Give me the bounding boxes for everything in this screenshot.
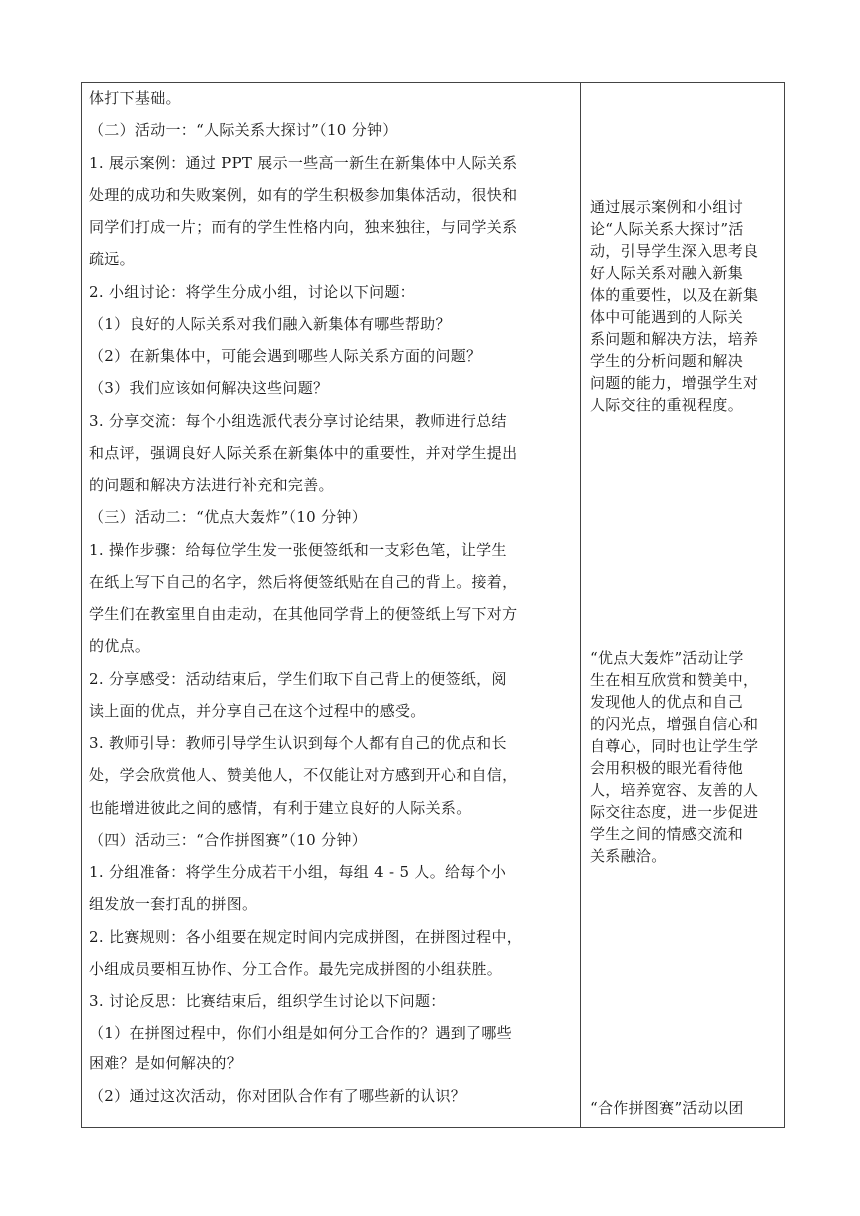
content-line: （3）我们应该如何解决这些问题？ (89, 379, 329, 397)
column-divider (580, 83, 581, 1127)
content-line: 和点评，强调良好人际关系在新集体中的重要性，并对学生提出 (89, 444, 518, 462)
content-line: （1）在拼图过程中，你们小组是如何分工合作的？遇到了哪些 (89, 1024, 512, 1042)
intent-line: 体的重要性，以及在新集 (590, 286, 759, 304)
lesson-plan-table (81, 82, 785, 1128)
intent-line: “优点大轰炸”活动让学 (590, 649, 744, 667)
intent-line: “合作拼图赛”活动以团 (590, 1099, 744, 1117)
content-line: 1. 分组准备：将学生分成若干小组，每组 4 - 5 人。给每个小 (89, 863, 507, 881)
intent-line: 动，引导学生深入思考良 (590, 242, 759, 260)
content-line: 2. 小组讨论：将学生分成小组，讨论以下问题： (89, 283, 415, 301)
content-line: 1. 展示案例：通过 PPT 展示一些高一新生在新集体中人际关系 (89, 154, 518, 172)
intent-line: 人，培养宽容、友善的人 (590, 781, 759, 799)
content-line: 2. 分享感受：活动结束后，学生们取下自己背上的便签纸，阅 (89, 670, 507, 688)
intent-line: 自尊心，同时也让学生学 (590, 737, 759, 755)
content-line: 同学们打成一片；而有的学生性格内向，独来独往，与同学关系 (89, 218, 518, 236)
content-line: （1）良好的人际关系对我们融入新集体有哪些帮助？ (89, 315, 451, 333)
intent-line: 论“人际关系大探讨”活 (590, 220, 744, 238)
intent-line: 问题的能力，增强学生对 (590, 374, 759, 392)
content-line: 3. 讨论反思：比赛结束后，组织学生讨论以下问题： (89, 992, 446, 1010)
content-line: （2）在新集体中，可能会遇到哪些人际关系方面的问题？ (89, 347, 482, 365)
intent-line: 人际交往的重视程度。 (590, 396, 744, 414)
intent-line: 好人际关系对融入新集 (590, 264, 744, 282)
intent-line: 际交往态度，进一步促进 (590, 803, 759, 821)
intent-line: 学生之间的情感交流和 (590, 825, 744, 843)
intent-line: 会用积极的眼光看待他 (590, 759, 744, 777)
content-line: 3. 分享交流：每个小组选派代表分享讨论结果，教师进行总结 (89, 412, 507, 430)
intent-line: 的闪光点，增强自信心和 (590, 715, 759, 733)
content-line: 组发放一套打乱的拼图。 (89, 895, 258, 913)
content-line: 2. 比赛规则：各小组要在规定时间内完成拼图，在拼图过程中， (89, 928, 523, 946)
content-line: 小组成员要相互协作、分工合作。最先完成拼图的小组获胜。 (89, 960, 503, 978)
content-line: 处理的成功和失败案例，如有的学生积极参加集体活动，很快和 (89, 186, 518, 204)
section-heading: （三）活动二：“优点大轰炸”（10 分钟） (89, 508, 367, 526)
content-line: 疏远。 (89, 250, 135, 268)
intent-line: 学生的分析问题和解决 (590, 352, 744, 370)
content-line: （2）通过这次活动，你对团队合作有了哪些新的认识？ (89, 1087, 467, 1105)
intent-line: 体中可能遇到的人际关 (590, 308, 744, 326)
content-line: 读上面的优点，并分享自己在这个过程中的感受。 (89, 702, 426, 720)
intent-line: 生在相互欣赏和赞美中， (590, 671, 759, 689)
section-heading: （四）活动三：“合作拼图赛”（10 分钟） (89, 831, 367, 849)
content-line: 困难？是如何解决的？ (89, 1054, 243, 1072)
intent-line: 关系融洽。 (590, 847, 667, 865)
content-line: 的优点。 (89, 637, 151, 655)
content-line: 体打下基础。 (89, 89, 181, 107)
content-line: 也能增进彼此之间的感情，有利于建立良好的人际关系。 (89, 799, 472, 817)
intent-line: 系问题和解决方法，培养 (590, 330, 759, 348)
content-line: 的问题和解决方法进行补充和完善。 (89, 476, 334, 494)
content-line: 学生们在教室里自由走动，在其他同学背上的便签纸上写下对方 (89, 605, 518, 623)
intent-line: 通过展示案例和小组讨 (590, 198, 744, 216)
content-line: 1. 操作步骤：给每位学生发一张便签纸和一支彩色笔，让学生 (89, 541, 507, 559)
section-heading: （二）活动一：“人际关系大探讨”（10 分钟） (89, 121, 398, 139)
content-line: 在纸上写下自己的名字，然后将便签纸贴在自己的背上。接着， (89, 573, 518, 591)
content-line: 3. 教师引导：教师引导学生认识到每个人都有自己的优点和长 (89, 734, 507, 752)
content-line: 处，学会欣赏他人、赞美他人，不仅能让对方感到开心和自信， (89, 766, 518, 784)
intent-line: 发现他人的优点和自己 (590, 693, 744, 711)
